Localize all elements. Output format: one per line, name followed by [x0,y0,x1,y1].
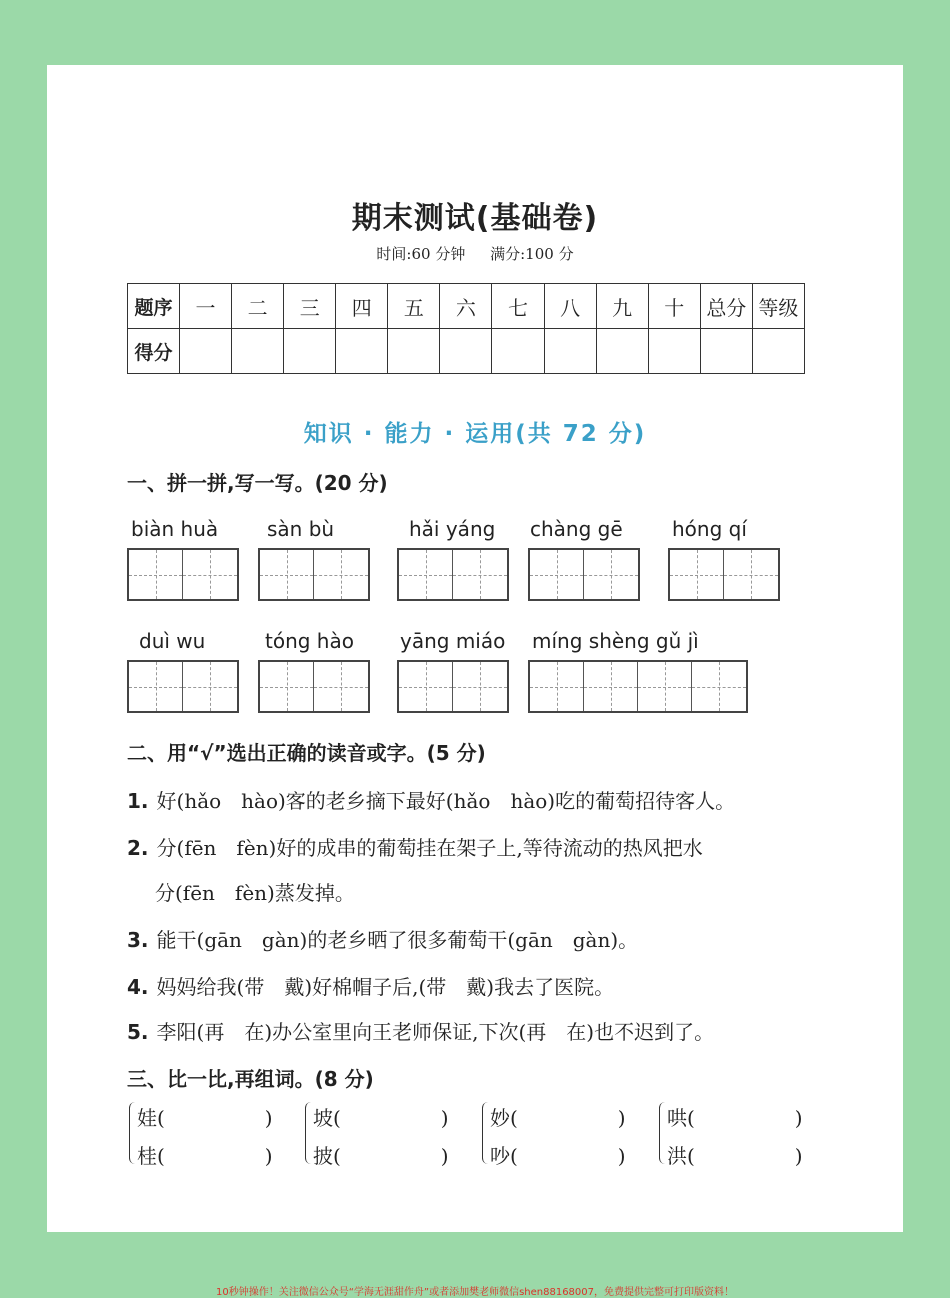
score-table-header-row [128,284,805,329]
q2-item [127,971,614,1000]
score-cell: 等级 [752,284,804,329]
writing-grid[interactable] [397,660,509,713]
brace-icon [482,1102,489,1164]
page-title: 期末测试(基础卷) [351,201,599,236]
score-cell: 四 [336,284,388,329]
score-table [127,283,805,374]
pinyin-label: biàn huà [131,517,219,541]
item-text[interactable]: 妈妈给我(带 戴)好棉帽子后,(带 戴)我去了医院。 [156,975,615,999]
section-title: 知识 · 能力 · 运用(共 72 分) [303,421,647,447]
pinyin-label: chàng gē [530,517,623,541]
score-table-score-row [128,329,805,374]
score-cell: 题序 [128,284,180,329]
brace-icon [129,1102,136,1164]
score-cell: 六 [440,284,492,329]
writing-grid[interactable] [127,660,239,713]
score-input-cell[interactable] [596,329,648,374]
score-cell: 九 [596,284,648,329]
score-input-cell[interactable] [388,329,440,374]
word-blank[interactable]: 坡( ) [313,1106,449,1130]
score-input-cell[interactable] [648,329,700,374]
score-input-cell[interactable] [336,329,388,374]
item-number: 5. [127,1020,149,1044]
word-blank[interactable]: 披( ) [313,1144,449,1168]
writing-grid[interactable] [528,660,748,713]
pinyin-label: sàn bù [267,517,335,541]
score-row-label: 得分 [128,329,180,374]
q3-heading: 三、比一比,再组词。(8 分) [127,1067,374,1091]
footer-promo: 10秒钟操作！关注微信公众号“学海无涯甜作舟”或者添加樊老师微信shen88168007，免费提供完整可打印版资料！ [215,1287,735,1298]
score-input-cell[interactable] [752,329,804,374]
score-cell: 七 [492,284,544,329]
word-blank[interactable]: 洪( ) [667,1144,803,1168]
q2-item [127,785,735,814]
brace-icon [305,1102,312,1164]
score-cell: 三 [284,284,336,329]
pinyin-label: míng shèng gǔ jì [532,629,699,653]
writing-grid[interactable] [528,548,640,601]
word-blank[interactable]: 妙( ) [490,1106,626,1130]
exam-paper [47,65,903,1232]
writing-grid[interactable] [258,548,370,601]
q2-heading: 二、用“√”选出正确的读音或字。(5 分) [127,741,486,765]
pinyin-label: hóng qí [672,517,747,541]
score-cell: 一 [180,284,232,329]
score-cell: 总分 [700,284,752,329]
score-input-cell[interactable] [492,329,544,374]
item-text[interactable]: 分(fēn fèn)好的成串的葡萄挂在架子上,等待流动的热风把水 [156,836,703,860]
score-input-cell[interactable] [700,329,752,374]
score-cell: 十 [648,284,700,329]
score-cell: 八 [544,284,596,329]
writing-grid[interactable] [668,548,780,601]
pinyin-label: tóng hào [265,629,354,653]
writing-grid[interactable] [258,660,370,713]
item-number: 4. [127,975,149,999]
writing-grid[interactable] [127,548,239,601]
word-blank[interactable]: 桂( ) [137,1144,273,1168]
word-blank[interactable]: 哄( ) [667,1106,803,1130]
q1-heading: 一、拼一拼,写一写。(20 分) [127,471,388,495]
score-input-cell[interactable] [440,329,492,374]
brace-icon [659,1102,666,1164]
pinyin-label: hǎi yáng [409,517,496,541]
item-text[interactable]: 能干(gān gàn)的老乡晒了很多葡萄干(gān gàn)。 [156,928,639,952]
item-text[interactable]: 好(hǎo hào)客的老乡摘下最好(hǎo hào)吃的葡萄招待客人。 [156,789,736,813]
pinyin-label: yāng miáo [400,629,506,653]
time-label: 时间:60 分钟 [376,245,466,263]
item-number: 3. [127,928,149,952]
item-text[interactable]: 分(fēn fèn)蒸发掉。 [155,881,355,905]
q2-item-continued [155,877,355,906]
exam-info [47,243,903,264]
score-input-cell[interactable] [544,329,596,374]
score-cell: 二 [232,284,284,329]
pinyin-label: duì wu [139,629,206,653]
word-blank[interactable]: 吵( ) [490,1144,626,1168]
item-number: 2. [127,836,149,860]
item-text[interactable]: 李阳(再 在)办公室里向王老师保证,下次(再 在)也不迟到了。 [156,1020,715,1044]
score-input-cell[interactable] [284,329,336,374]
writing-grid[interactable] [397,548,509,601]
full-score-label: 满分:100 分 [490,245,574,263]
q2-item [127,1016,714,1045]
score-cell: 五 [388,284,440,329]
q2-item [127,832,703,861]
score-input-cell[interactable] [232,329,284,374]
q2-item [127,924,638,953]
score-input-cell[interactable] [180,329,232,374]
item-number: 1. [127,789,149,813]
word-blank[interactable]: 娃( ) [137,1106,273,1130]
